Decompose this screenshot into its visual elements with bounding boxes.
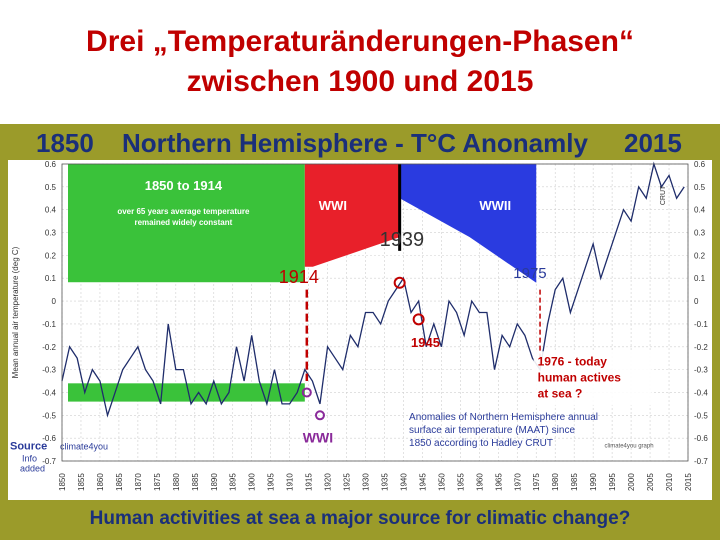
- annotation-note-line-2: surface air temperature (MAAT) since: [409, 424, 576, 436]
- y-tick-label-left: -0.2: [42, 342, 56, 352]
- y-tick-label-left: 0: [51, 297, 56, 307]
- y-tick-label-left: -0.1: [42, 319, 56, 329]
- y-tick-label-right: 0.2: [694, 251, 706, 261]
- y-tick-label-left: 0.5: [44, 182, 56, 192]
- y-tick-label-right: -0.5: [694, 411, 708, 421]
- y-tick-label-right: -0.2: [694, 342, 708, 352]
- annotation-note-line-1: Anomalies of Northern Hemisphere annual: [409, 411, 599, 423]
- x-tick-label: 1850: [58, 473, 67, 491]
- annotation-crut: CRUT: [660, 185, 668, 206]
- slide-title-line-1: Drei „Temperaturänderungen-Phasen“: [86, 25, 634, 58]
- y-tick-label-right: -0.3: [694, 365, 708, 375]
- x-tick-label: 1880: [171, 473, 181, 491]
- x-tick-label: 1930: [361, 473, 371, 491]
- x-tick-label: 1885: [190, 473, 200, 491]
- x-tick-label: 1960: [475, 473, 485, 491]
- x-tick-label: 2005: [646, 473, 656, 491]
- x-tick-label: 1860: [95, 473, 105, 491]
- annotation-source-name: climate4you: [60, 441, 109, 452]
- x-tick-label: 1895: [228, 473, 238, 491]
- annotation-1975: 1975: [513, 265, 547, 283]
- x-tick-label: 1940: [399, 473, 409, 491]
- x-tick-label: 1865: [114, 473, 124, 491]
- bottom-caption: Human activities at sea a major source for climatic change?: [89, 508, 631, 529]
- annotation-note-line-3: 1850 according to Hadley CRUT: [409, 437, 554, 449]
- banner-title: Northern Hemisphere - T°C Anonamly: [122, 128, 588, 158]
- x-tick-label: 2000: [627, 473, 637, 491]
- y-tick-label-left: 0.3: [44, 228, 56, 238]
- slide-title: [0, 22, 720, 102]
- annotation-1914: 1914: [278, 266, 319, 287]
- x-tick-label: 1935: [380, 473, 390, 491]
- x-tick-label: 2010: [665, 473, 675, 491]
- period-label-wwi: WWI: [318, 198, 347, 213]
- temperature-chart: [0, 124, 720, 540]
- annotation-info-2: added: [20, 463, 46, 474]
- period-note-line-1: over 65 years average temperature: [117, 207, 250, 216]
- x-tick-label: 1975: [532, 473, 542, 491]
- y-tick-label-right: 0: [694, 297, 699, 307]
- x-tick-label: 1925: [342, 473, 352, 491]
- annotation-1939: 1939: [379, 229, 425, 252]
- x-tick-label: 1995: [608, 473, 618, 491]
- x-tick-label: 1985: [570, 473, 580, 491]
- y-tick-label-right: 0.1: [694, 274, 706, 284]
- y-tick-label-right: -0.1: [694, 319, 708, 329]
- y-tick-label-left: -0.3: [42, 365, 56, 375]
- y-tick-label-left: -0.5: [42, 411, 56, 421]
- banner-start-year: 1850: [36, 128, 94, 158]
- y-axis-label: Mean annual air temperature (deg C): [11, 246, 20, 379]
- period-note-line-2: remained widely constant: [134, 218, 233, 227]
- x-tick-label: 1855: [76, 473, 86, 491]
- y-tick-label-left: -0.7: [42, 457, 56, 466]
- period-label-1850-1914: 1850 to 1914: [144, 178, 223, 193]
- y-tick-label-right: -0.4: [694, 388, 708, 398]
- x-tick-label: 1970: [513, 473, 523, 491]
- x-tick-label: 1980: [551, 473, 561, 491]
- x-tick-label: 1910: [285, 473, 295, 491]
- annotation-today-line-2: human actives: [537, 370, 621, 385]
- y-tick-label-right: -0.6: [694, 434, 708, 444]
- annotation-source: Source: [10, 440, 48, 453]
- x-tick-label: 1965: [494, 473, 504, 491]
- chart-frame: [0, 124, 720, 540]
- x-tick-label: 2015: [684, 473, 693, 491]
- y-tick-label-left: 0.1: [44, 274, 56, 284]
- x-tick-label: 1905: [266, 473, 276, 491]
- y-tick-label-left: -0.6: [42, 434, 56, 444]
- annotation-today-line-3: at sea ?: [537, 386, 583, 401]
- annotation-wwi-low: WWI: [302, 429, 334, 446]
- x-tick-label: 1950: [437, 473, 447, 491]
- annotation-info-1: Info: [22, 453, 38, 464]
- x-tick-label: 1990: [589, 473, 599, 491]
- y-tick-label-right: -0.7: [694, 457, 708, 466]
- annotation-credit: climate4you graph: [604, 443, 654, 450]
- x-tick-label: 1900: [247, 473, 257, 491]
- banner-end-year: 2015: [624, 128, 682, 158]
- x-tick-label: 1875: [152, 473, 162, 491]
- x-tick-label: 1945: [418, 473, 428, 491]
- y-tick-label-left: 0.6: [44, 160, 56, 169]
- y-tick-label-left: -0.4: [42, 388, 56, 398]
- annotation-1945: 1945: [411, 334, 440, 350]
- period-label-wwii: WWII: [479, 198, 512, 213]
- y-tick-label-right: 0.3: [694, 228, 706, 238]
- x-tick-label: 1920: [323, 473, 333, 491]
- y-tick-label-right: 0.5: [694, 182, 706, 192]
- slide-title-line-2: zwischen 1900 und 2015: [186, 65, 534, 98]
- y-tick-label-left: 0.4: [44, 205, 56, 215]
- x-tick-label: 1915: [304, 473, 314, 491]
- x-tick-label: 1870: [133, 473, 143, 491]
- y-tick-label-right: 0.4: [694, 205, 706, 215]
- y-tick-label-right: 0.6: [694, 160, 706, 169]
- x-tick-label: 1955: [456, 473, 466, 491]
- y-tick-label-left: 0.2: [44, 251, 56, 261]
- annotation-today-line-1: 1976 - today: [537, 354, 607, 369]
- x-tick-label: 1890: [209, 473, 219, 491]
